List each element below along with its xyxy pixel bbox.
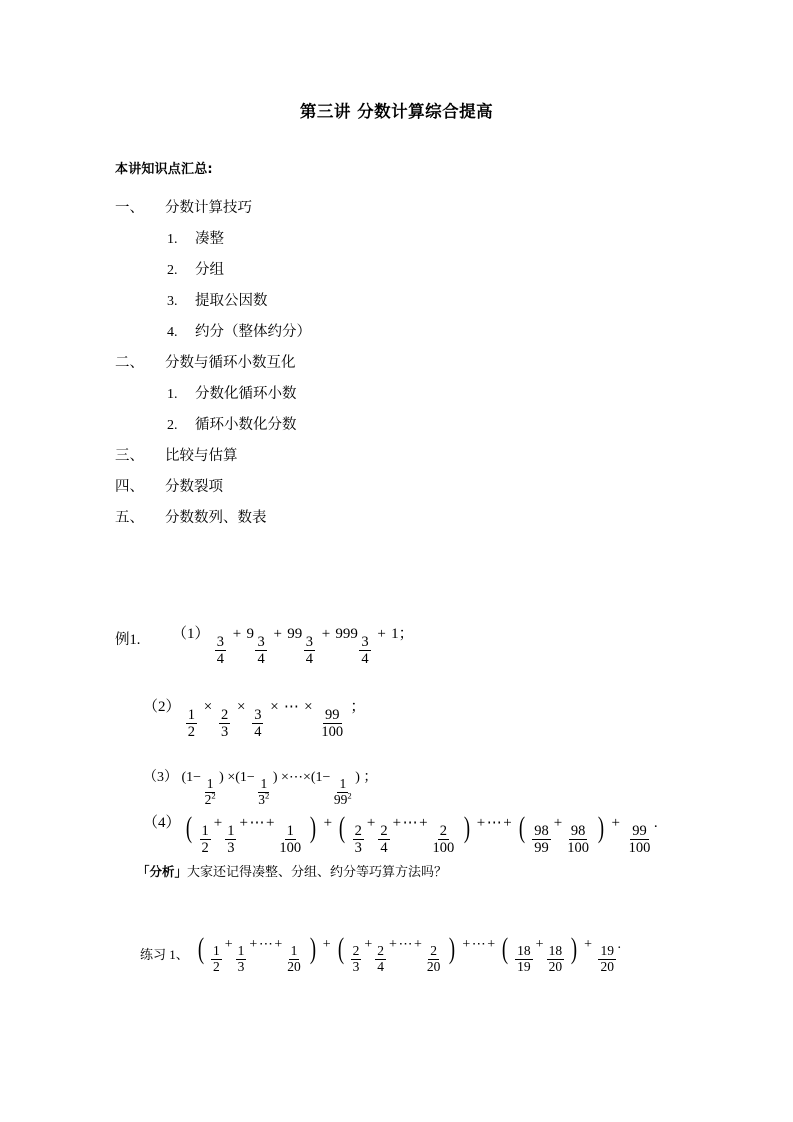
lparen: (	[310, 770, 316, 785]
operator: +	[377, 626, 386, 642]
outline-item	[115, 506, 675, 537]
outline-item	[115, 227, 675, 258]
section-heading: 本讲知识点汇总:	[115, 162, 213, 177]
operator: +	[273, 626, 282, 642]
term: 1	[186, 770, 194, 785]
practice-expression: ( $\frac{1}{2}$ + $\frac{1}{3}$ + ⋯ + $\frac{1}{20}$ ) + ( $\frac{2}{3}$ + $\frac{2}{4}$ + ⋯ + $\frac{2}{20}$ ) + ⋯ + ( $\frac{18}{19}$ + $\frac{18}{20}$ ) + $\frac{19}{20}$ .	[197, 932, 621, 975]
fraction: $\frac{2}{100}$	[432, 822, 455, 856]
denominator-squared: $99^2$	[333, 790, 352, 808]
outline-item	[115, 289, 675, 320]
outline-marker: 3.	[167, 294, 178, 309]
operator: +	[503, 815, 512, 831]
outline-marker: 1.	[167, 232, 178, 247]
fraction: $\frac{1}{3}$	[227, 822, 235, 856]
fraction: $\frac{3}{4}$	[361, 633, 369, 667]
outline-item	[115, 196, 675, 227]
fraction: $\frac{1}{2}$	[187, 706, 196, 740]
fraction: $\frac{99}{100}$	[628, 822, 651, 856]
operator: +	[584, 937, 592, 952]
ellipsis: ⋯	[471, 937, 486, 952]
integer-part: 9	[246, 626, 254, 642]
fraction: $\frac{2}{3}$	[352, 943, 360, 975]
outline-label: 提取公因数	[195, 293, 268, 309]
outline-label: 约分（整体约分）	[195, 324, 311, 340]
outline-marker: 一、	[115, 200, 144, 216]
integer-part: 99	[287, 626, 303, 642]
fraction: $\frac{3}{4}$	[257, 633, 265, 667]
fraction: $\frac{18}{19}$	[517, 943, 531, 975]
operator: +	[611, 815, 620, 831]
terminator: ；	[363, 770, 378, 785]
operator: −	[193, 770, 202, 785]
operator: +	[224, 937, 233, 952]
operator: +	[321, 626, 331, 642]
denominator-squared: $2^2$	[204, 790, 216, 808]
practice-label: 练习 1、	[140, 947, 189, 962]
ellipsis: ⋯	[486, 815, 502, 831]
operator: ×	[281, 770, 289, 785]
operator: ×	[227, 770, 236, 785]
fraction: $\frac{98}{99}$	[534, 822, 549, 856]
outline-marker: 四、	[115, 479, 144, 495]
fraction: $\frac{3}{4}$	[254, 706, 262, 740]
lparen: (	[181, 770, 187, 785]
ellipsis: ⋯	[402, 815, 418, 831]
outline-marker: 五、	[115, 510, 144, 526]
outline-marker: 4.	[167, 325, 178, 340]
outline-label: 比较与估算	[165, 448, 238, 464]
operator: −	[322, 770, 331, 785]
fraction: $\frac{98}{100}$	[567, 822, 589, 856]
outline-item	[115, 320, 675, 351]
ellipsis: ⋯	[249, 815, 265, 831]
fraction: $\frac{1}{3}$	[237, 943, 245, 975]
item-number: （2）	[143, 699, 181, 715]
rparen: )	[219, 770, 224, 785]
operator: ×	[302, 770, 311, 785]
outline-label: 分组	[195, 262, 224, 278]
fraction: $\frac{3}{4}$	[305, 633, 313, 667]
operator: +	[476, 815, 486, 831]
ellipsis: ⋯	[283, 699, 299, 715]
operator: +	[213, 815, 223, 831]
rparen: )	[272, 770, 278, 785]
rparen: )	[355, 770, 360, 785]
example-item-3	[143, 766, 377, 808]
example-item-2	[143, 695, 365, 740]
example-item-4: （4） ( $\frac{1}{2}$ + $\frac{1}{3}$ + ⋯ + $\frac{1}{100}$ ) + ( $\frac{2}{3}$ + $\frac{2}{4}$ + ⋯ + $\frac{2}{100}$ ) + ⋯ + ( $\frac{98}{99}$ + $\frac{98}{100}$ ) + $\frac{99}{100}$ .	[143, 811, 658, 856]
fraction: $\frac{2}{3}$	[354, 822, 362, 856]
outline-label: 循环小数化分数	[195, 417, 297, 433]
example-item-1	[172, 622, 414, 667]
operator: +	[265, 815, 275, 831]
fraction: $\frac{1}{2}$	[201, 822, 209, 856]
outline-marker: 2.	[167, 263, 178, 278]
fraction: $\frac{1}{100}$	[279, 822, 302, 856]
item-number: （4）	[143, 815, 181, 831]
analysis-text: 大家还记得凑整、分组、约分等巧算方法吗？	[187, 864, 448, 879]
operator: +	[487, 937, 496, 952]
operator: +	[232, 626, 242, 642]
operator: +	[239, 815, 248, 831]
item-number: （3）	[143, 770, 178, 785]
operator: +	[323, 815, 333, 831]
outline-item	[115, 351, 675, 382]
operator: +	[249, 937, 258, 952]
outline-item	[115, 444, 675, 475]
outline-label: 分数计算技巧	[165, 200, 252, 216]
fraction: $\frac{1}{99^2}$	[333, 776, 352, 808]
analysis-line	[137, 861, 447, 880]
operator: −	[246, 770, 255, 785]
fraction: $\frac{19}{20}$	[600, 943, 614, 975]
knowledge-outline	[115, 196, 675, 537]
fraction: $\frac{2}{4}$	[377, 943, 385, 975]
ellipsis: ⋯	[288, 770, 303, 785]
operator: +	[389, 937, 397, 952]
operator: +	[322, 937, 331, 952]
outline-item	[115, 382, 675, 413]
operator: +	[419, 815, 428, 831]
fraction: $\frac{1}{3^2}$	[258, 776, 270, 808]
page-title: 第三讲 分数计算综合提高	[299, 102, 494, 121]
operator: +	[274, 937, 283, 952]
outline-marker: 2.	[167, 418, 178, 433]
fraction: $\frac{18}{20}$	[548, 943, 563, 975]
outline-item	[115, 258, 675, 289]
operator: +	[364, 937, 373, 952]
operator: +	[553, 815, 563, 831]
outline-marker: 二、	[115, 355, 144, 371]
operator: ×	[203, 699, 213, 715]
fraction: $\frac{1}{20}$	[287, 943, 301, 975]
outline-label: 凑整	[195, 231, 224, 247]
analysis-tag: 「分析」	[137, 864, 188, 879]
operator: +	[535, 937, 544, 952]
fraction: $\frac{2}{20}$	[426, 943, 441, 975]
fraction: $\frac{1}{2}$	[213, 943, 220, 975]
term: 1	[315, 770, 323, 785]
lparen: (	[235, 770, 240, 785]
outline-item	[115, 475, 675, 506]
denominator-squared: $3^2$	[258, 790, 270, 808]
outline-label: 分数数列、数表	[165, 510, 267, 526]
ellipsis: ⋯	[398, 937, 413, 952]
outline-item	[115, 413, 675, 444]
terminator: ；	[350, 699, 366, 715]
example-label: 例1.	[115, 632, 141, 648]
outline-marker: 三、	[115, 448, 144, 464]
fraction: $\frac{2}{4}$	[380, 822, 388, 856]
operator: ×	[270, 699, 279, 715]
term: 1	[391, 626, 399, 642]
operator: +	[366, 815, 376, 831]
term: 1	[239, 770, 247, 785]
operator: +	[462, 937, 471, 952]
operator: ×	[304, 699, 313, 715]
item-number: （1）	[172, 626, 210, 642]
operator: ×	[236, 699, 246, 715]
fraction: $\frac{99}{100}$	[321, 706, 344, 740]
fraction: $\frac{2}{3}$	[220, 706, 229, 740]
terminator: .	[617, 937, 621, 952]
fraction: $\frac{1}{2^2}$	[204, 776, 216, 808]
terminator: ；	[398, 626, 414, 642]
outline-label: 分数与循环小数互化	[165, 355, 296, 371]
outline-label: 分数裂项	[165, 479, 223, 495]
fraction: $\frac{3}{4}$	[216, 633, 225, 667]
operator: +	[392, 815, 402, 831]
operator: +	[413, 937, 422, 952]
terminator: .	[653, 815, 658, 831]
ellipsis: ⋯	[258, 937, 273, 952]
outline-label: 分数化循环小数	[195, 386, 297, 402]
outline-marker: 1.	[167, 387, 178, 402]
integer-part: 999	[335, 626, 358, 642]
